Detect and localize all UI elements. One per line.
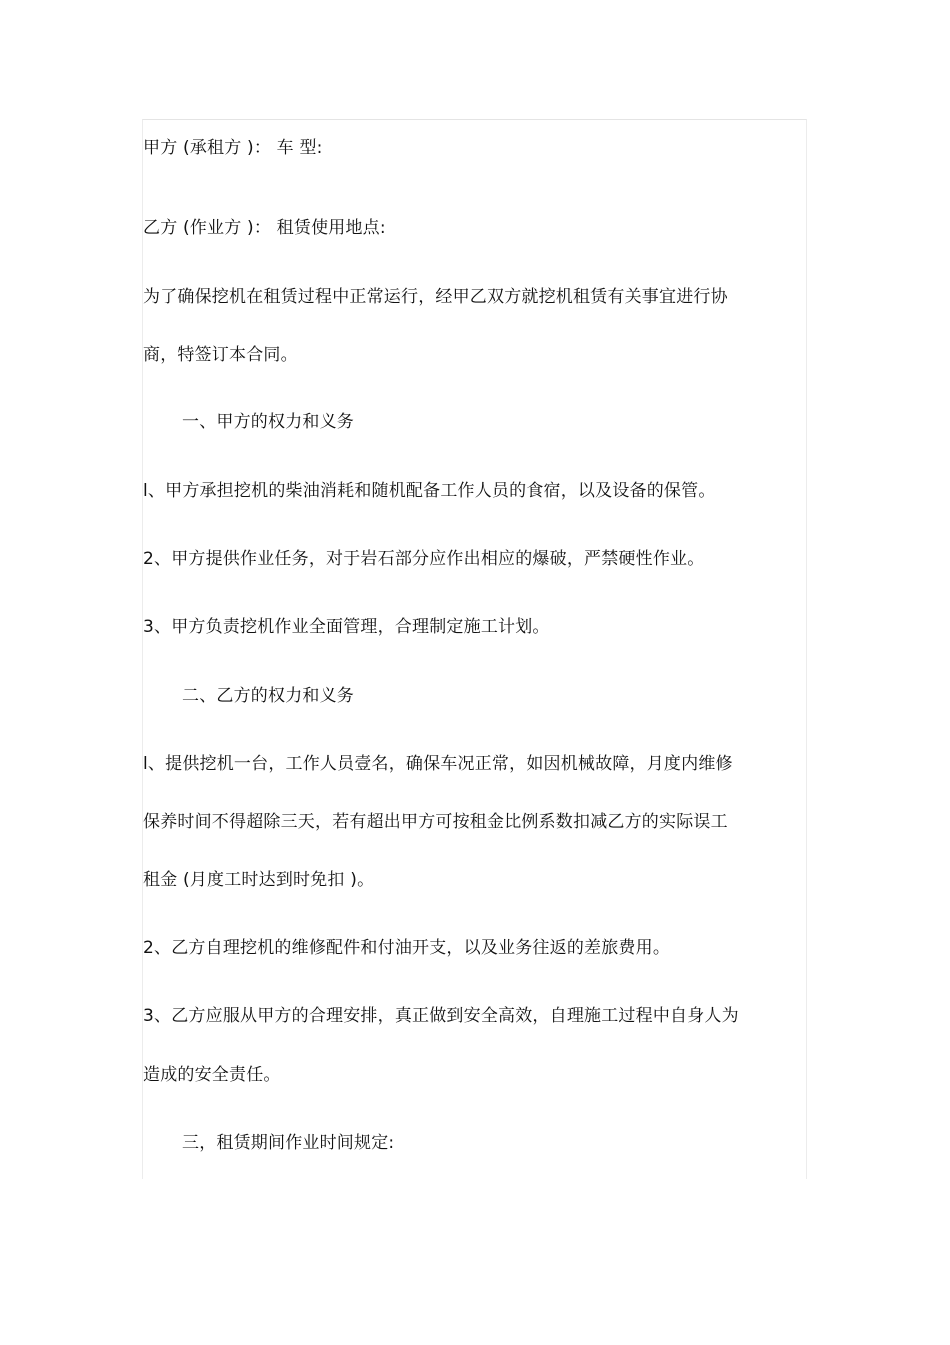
intro-line-1: 为了确保挖机在租赁过程中正常运行，经甲乙双方就挖机租赁有关事宜进行协 [143, 287, 728, 307]
section-2-item-2: 2、乙方自理挖机的维修配件和付油开支，以及业务往返的差旅费用。 [143, 938, 671, 958]
section-1-heading: 一、甲方的权力和义务 [182, 412, 354, 432]
section-2-item-3-line-2: 造成的安全责任。 [143, 1065, 281, 1085]
section-1-item-3: 3、甲方负责挖机作业全面管理，合理制定施工计划。 [143, 617, 550, 637]
section-1-item-1: l、甲方承担挖机的柴油消耗和随机配备工作人员的食宿，以及设备的保管。 [143, 481, 716, 501]
party-a-line: 甲方 (承租方 )： 车 型: [143, 138, 323, 158]
party-b-line: 乙方 (作业方 )： 租赁使用地点: [143, 218, 386, 238]
section-2-item-1-line-3: 租金 (月度工时达到时免扣 )。 [143, 870, 375, 890]
section-3-heading: 三，租赁期间作业时间规定: [182, 1133, 395, 1153]
section-2-item-1-line-1: l、提供挖机一台，工作人员壹名，确保车况正常，如因机械故障，月度内维修 [143, 754, 733, 774]
section-2-heading: 二、乙方的权力和义务 [182, 686, 354, 706]
section-2-item-3-line-1: 3、乙方应服从甲方的合理安排，真正做到安全高效，自理施工过程中自身人为 [143, 1006, 739, 1026]
section-2-item-1-line-2: 保养时间不得超除三天，若有超出甲方可按租金比例系数扣减乙方的实际误工 [143, 812, 728, 832]
intro-line-2: 商，特签订本合同。 [143, 345, 298, 365]
section-1-item-2: 2、甲方提供作业任务，对于岩石部分应作出相应的爆破，严禁硬性作业。 [143, 549, 705, 569]
